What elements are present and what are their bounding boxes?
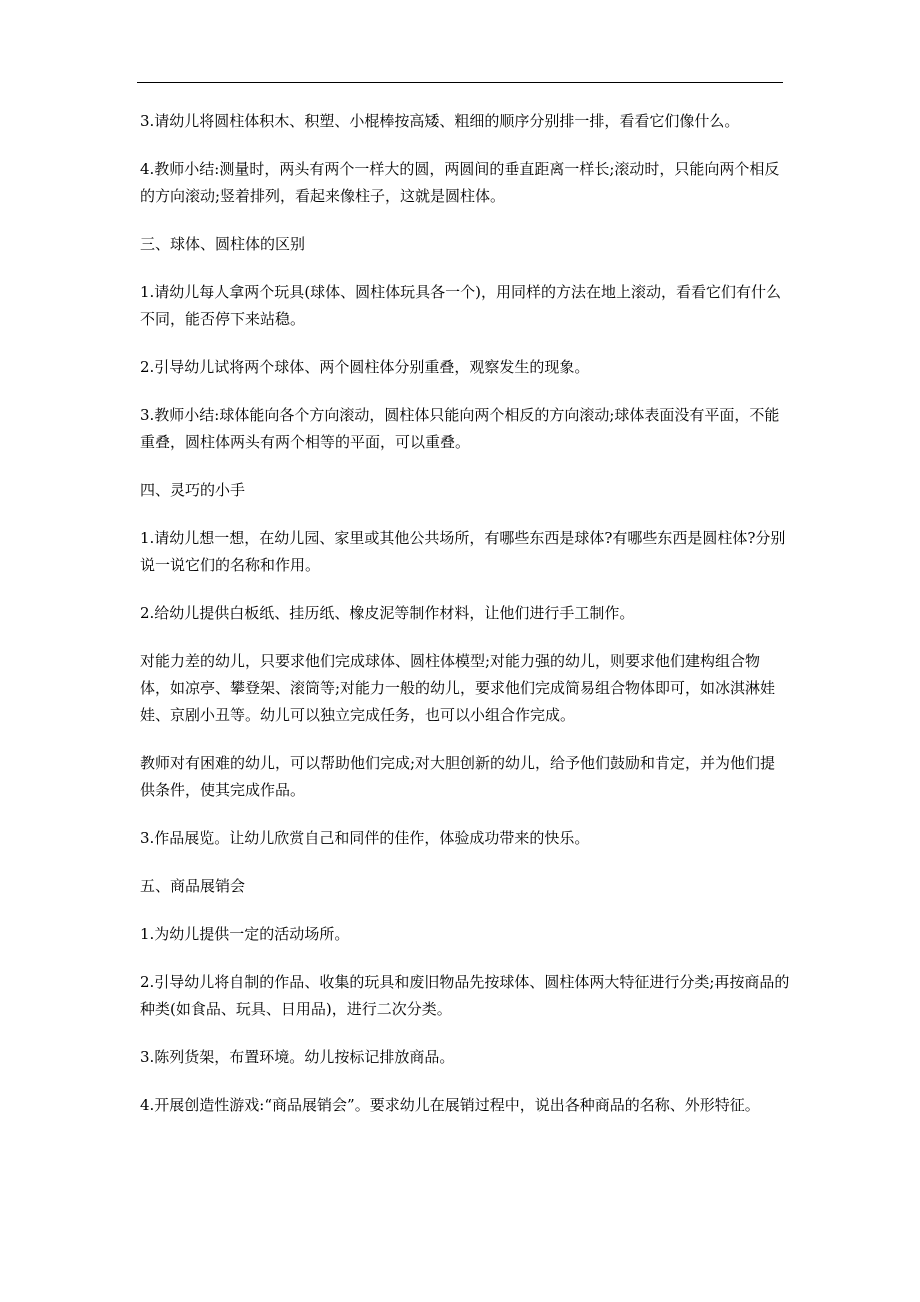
paragraph-materials: 2.给幼儿提供白板纸、挂历纸、橡皮泥等制作材料，让他们进行手工制作。: [140, 604, 635, 622]
paragraph-difference-summary: 3.教师小结:球体能向各个方向滚动，圆柱体只能向两个相反的方向滚动;球体表面没有平面，不能重叠，圆柱体两头有两个相等的平面，可以重叠。: [140, 406, 780, 451]
paragraph-teacher-help: 教师对有困难的幼儿，可以帮助他们完成;对大胆创新的幼儿，给予他们鼓励和肯定，并为他们提供条件，使其完成作品。: [140, 754, 776, 799]
paragraph-cylinder-summary: 4.教师小结:测量时，两头有两个一样大的圆，两圆间的垂直距离一样长;滚动时，只能向两个相反的方向滚动;竖着排列，看起来像柱子，这就是圆柱体。: [140, 160, 780, 205]
section-heading-5: 五、商品展销会: [140, 877, 246, 895]
header-rule: [137, 82, 783, 83]
paragraph-game: 4.开展创造性游戏:“商品展销会”。要求幼儿在展销过程中，说出各种商品的名称、外形特征。: [140, 1096, 760, 1114]
paragraph-classify: 2.引导幼儿将自制的作品、收集的玩具和废旧物品先按球体、圆柱体两大特征进行分类;再按商品的种类(如食品、玩具、日用品)，进行二次分类。: [140, 973, 790, 1018]
section-heading-4: 四、灵巧的小手: [140, 481, 246, 499]
paragraph-ability-levels: 对能力差的幼儿，只要求他们完成球体、圆柱体模型;对能力强的幼儿，则要求他们建构组合物体，如凉亭、攀登架、滚筒等;对能力一般的幼儿，要求他们完成简易组合物体即可，如冰淇淋娃娃、京剧小丑等。幼儿可以独立完成任务，也可以小组合作完成。: [140, 652, 776, 724]
paragraph-shelves: 3.陈列货架，布置环境。幼儿按标记排放商品。: [140, 1048, 455, 1066]
section-heading-3: 三、球体、圆柱体的区别: [140, 235, 306, 253]
paragraph-exhibition: 3.作品展览。让幼儿欣赏自己和同伴的佳作，体验成功带来的快乐。: [140, 829, 590, 847]
paragraph-find-objects: 1.请幼儿想一想，在幼儿园、家里或其他公共场所，有哪些东西是球体?有哪些东西是圆柱体?分别说一说它们的名称和作用。: [140, 529, 786, 574]
paragraph-venue: 1.为幼儿提供一定的活动场所。: [140, 925, 350, 943]
paragraph-roll-toys: 1.请幼儿每人拿两个玩具(球体、圆柱体玩具各一个)，用同样的方法在地上滚动，看看它们有什么不同，能否停下来站稳。: [140, 283, 782, 328]
paragraph-stack-test: 2.引导幼儿试将两个球体、两个圆柱体分别重叠，观察发生的现象。: [140, 358, 590, 376]
document-body: [140, 108, 790, 1140]
paragraph-cylinder-arrange: 3.请幼儿将圆柱体积木、积塑、小棍棒按高矮、粗细的顺序分别排一排，看看它们像什么。: [140, 112, 740, 130]
